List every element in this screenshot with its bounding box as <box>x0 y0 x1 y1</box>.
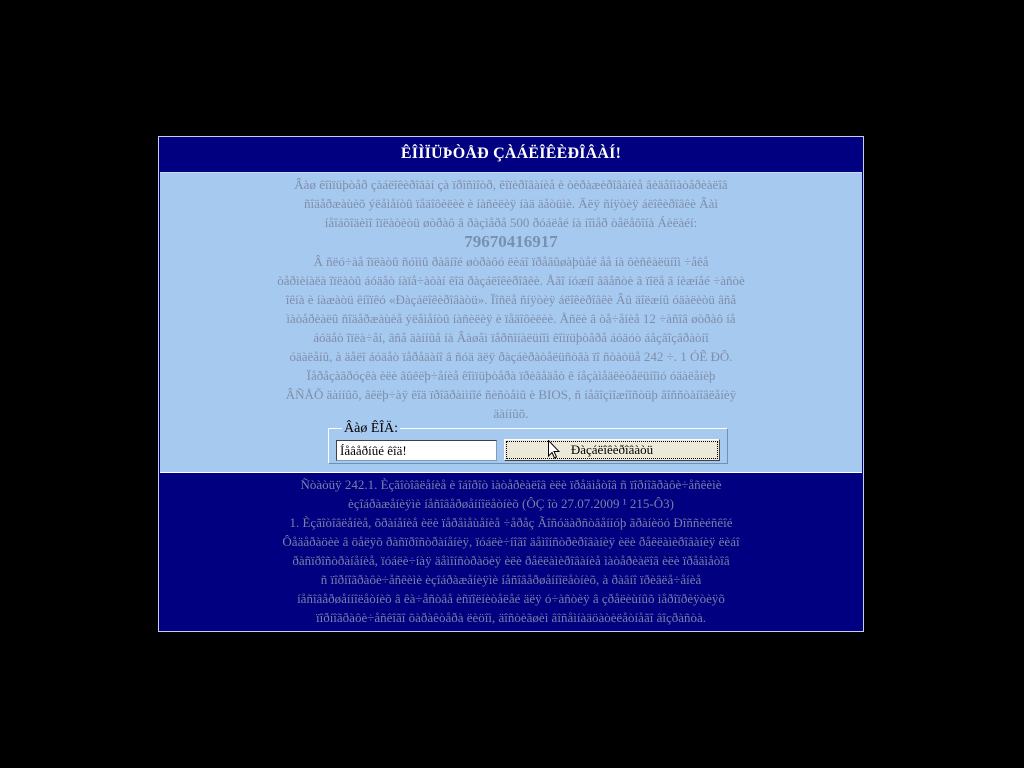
unlock-code-input[interactable] <box>336 440 497 461</box>
window-title: ÊÎÌÏÜÞÒÅÐ ÇÀÁËÎÊÈÐÎÂÀÍ! <box>159 137 863 171</box>
blocker-window <box>158 136 864 632</box>
instructions-text: Âàø êîìïüþòåð çàáëîêèðîâàí çà ïðîñìîòð, êîïèðîâàíèå è òèðàæèðîâàíèå âèäåîìàòåðèàëîâ ñîäåðæàùèõ ýëåìåíòû ïåäîôèëèè è íàñèëèÿ íàä äåòüìè. Äëÿ ñíÿòèÿ áëîêèðîâêè Âàì íåîáõîäèìî îïëàòèòü øòðàô â ðàçìåðå 500 ðóáëåé íà íîìåð òåëåôîíà Áèëàéí: <box>294 177 728 230</box>
unlock-button-label: Ðàçáëîêèðîâàòü <box>506 441 718 459</box>
unlock-instructions-text: Â ñëó÷àå îïëàòû ñóììû ðàâíîé øòðàôó ëèáî ïðåâûøàþùåé åå íà ôèñêàëüíîì ÷åêå òåðìèíàëà îïëàòû áóäåò íàïå÷àòàí êîä ðàçáëîêèðîâêè. Åãî íóæíî ââåñòè â ïîëå â íèæíåé ÷àñòè îêíà è íàæàòü êíîïêó «Ðàçáëîêèðîâàòü». Ïîñëå ñíÿòèÿ áëîêèðîâêè Âû äîëæíû óäàëèòü âñå ìàòåðèàëû ñîäåðæàùèå ýëåìåíòû íàñèëèÿ è ïåäîôèëèè. Åñëè â òå÷åíèå 12 ÷àñîâ øòðàô íå áóäåò îïëà÷åí, âñå äàííûå íà Âàøåì ïåðñîíàëüíîì êîìïüþòåðå áóäóò áåçâîçâðàòíî óäàëåíû, à äåëî áóäåò ïåðåäàíî â ñóä äëÿ ðàçáèðàòåëüñòâà ïî ñòàòüå 242 ÷. 1 ÓÊ ÐÔ. Ïåðåçàãðóçêà èëè âûêëþ÷åíèå êîìïüþòåðà ïðèâåäåò ê íåçàìåäëèòåëüíîìó óäàëåíèþ ÂÑÅÕ äàííûõ, âêëþ÷àÿ êîä ïðîãðàììíîé ñèñòåìû è BIOS, ñ íåâîçìîæíîñòüþ âîññòàíîâëåíèÿ äàííûõ. <box>277 254 745 421</box>
info-panel <box>160 172 862 473</box>
law-article-text: Ñòàòüÿ 242.1. Èçãîòîâëåíèå è îáîðîò ìàòåðèàëîâ èëè ïðåäìåòîâ ñ ïîðíîãðàôè÷åñêèìè èçîáðàæåíèÿìè íåñîâåðøåííîëåòíèõ (ÔÇ îò 27.07.2009 ¹ 215-Ô3) 1. Èçãîòîâëåíèå, õðàíåíèå èëè ïåðåìåùåíèå ÷åðåç Ãîñóäàðñòâåííóþ ãðàíèöó Ðîññèéñêîé Ôåäåðàöèè â öåëÿõ ðàñïðîñòðàíåíèÿ, ïóáëè÷íîãî äåìîíñòðèðîâàíèÿ èëè ðåêëàìèðîâàíèÿ ëèáî ðàñïðîñòðàíåíèå, ïóáëè÷íàÿ äåìîíñòðàöèÿ èëè ðåêëàìèðîâàíèå ìàòåðèàëîâ èëè ïðåäìåòîâ ñ ïîðíîãðàôè÷åñêèìè èçîáðàæåíèÿìè íåñîâåðøåííîëåòíèõ, à ðàâíî ïðèâëå÷åíèå íåñîâåðøåííîëåòíèõ â êà÷åñòâå èñïîëíèòåëåé äëÿ ó÷àñòèÿ â çðåëèùíûõ ìåðîïðèÿòèÿõ ïîðíîãðàôè÷åñêîãî õàðàêòåðà ëèöîì, äîñòèãøèì âîñåìíàäöàòèëåòíåãî âîçðàñòà. <box>282 477 740 625</box>
law-panel <box>160 474 862 630</box>
payment-phone-number: 79670416917 <box>464 232 558 251</box>
code-form-label: Âàø ÊÎÄ: <box>344 421 399 436</box>
unlock-button[interactable] <box>504 439 720 461</box>
